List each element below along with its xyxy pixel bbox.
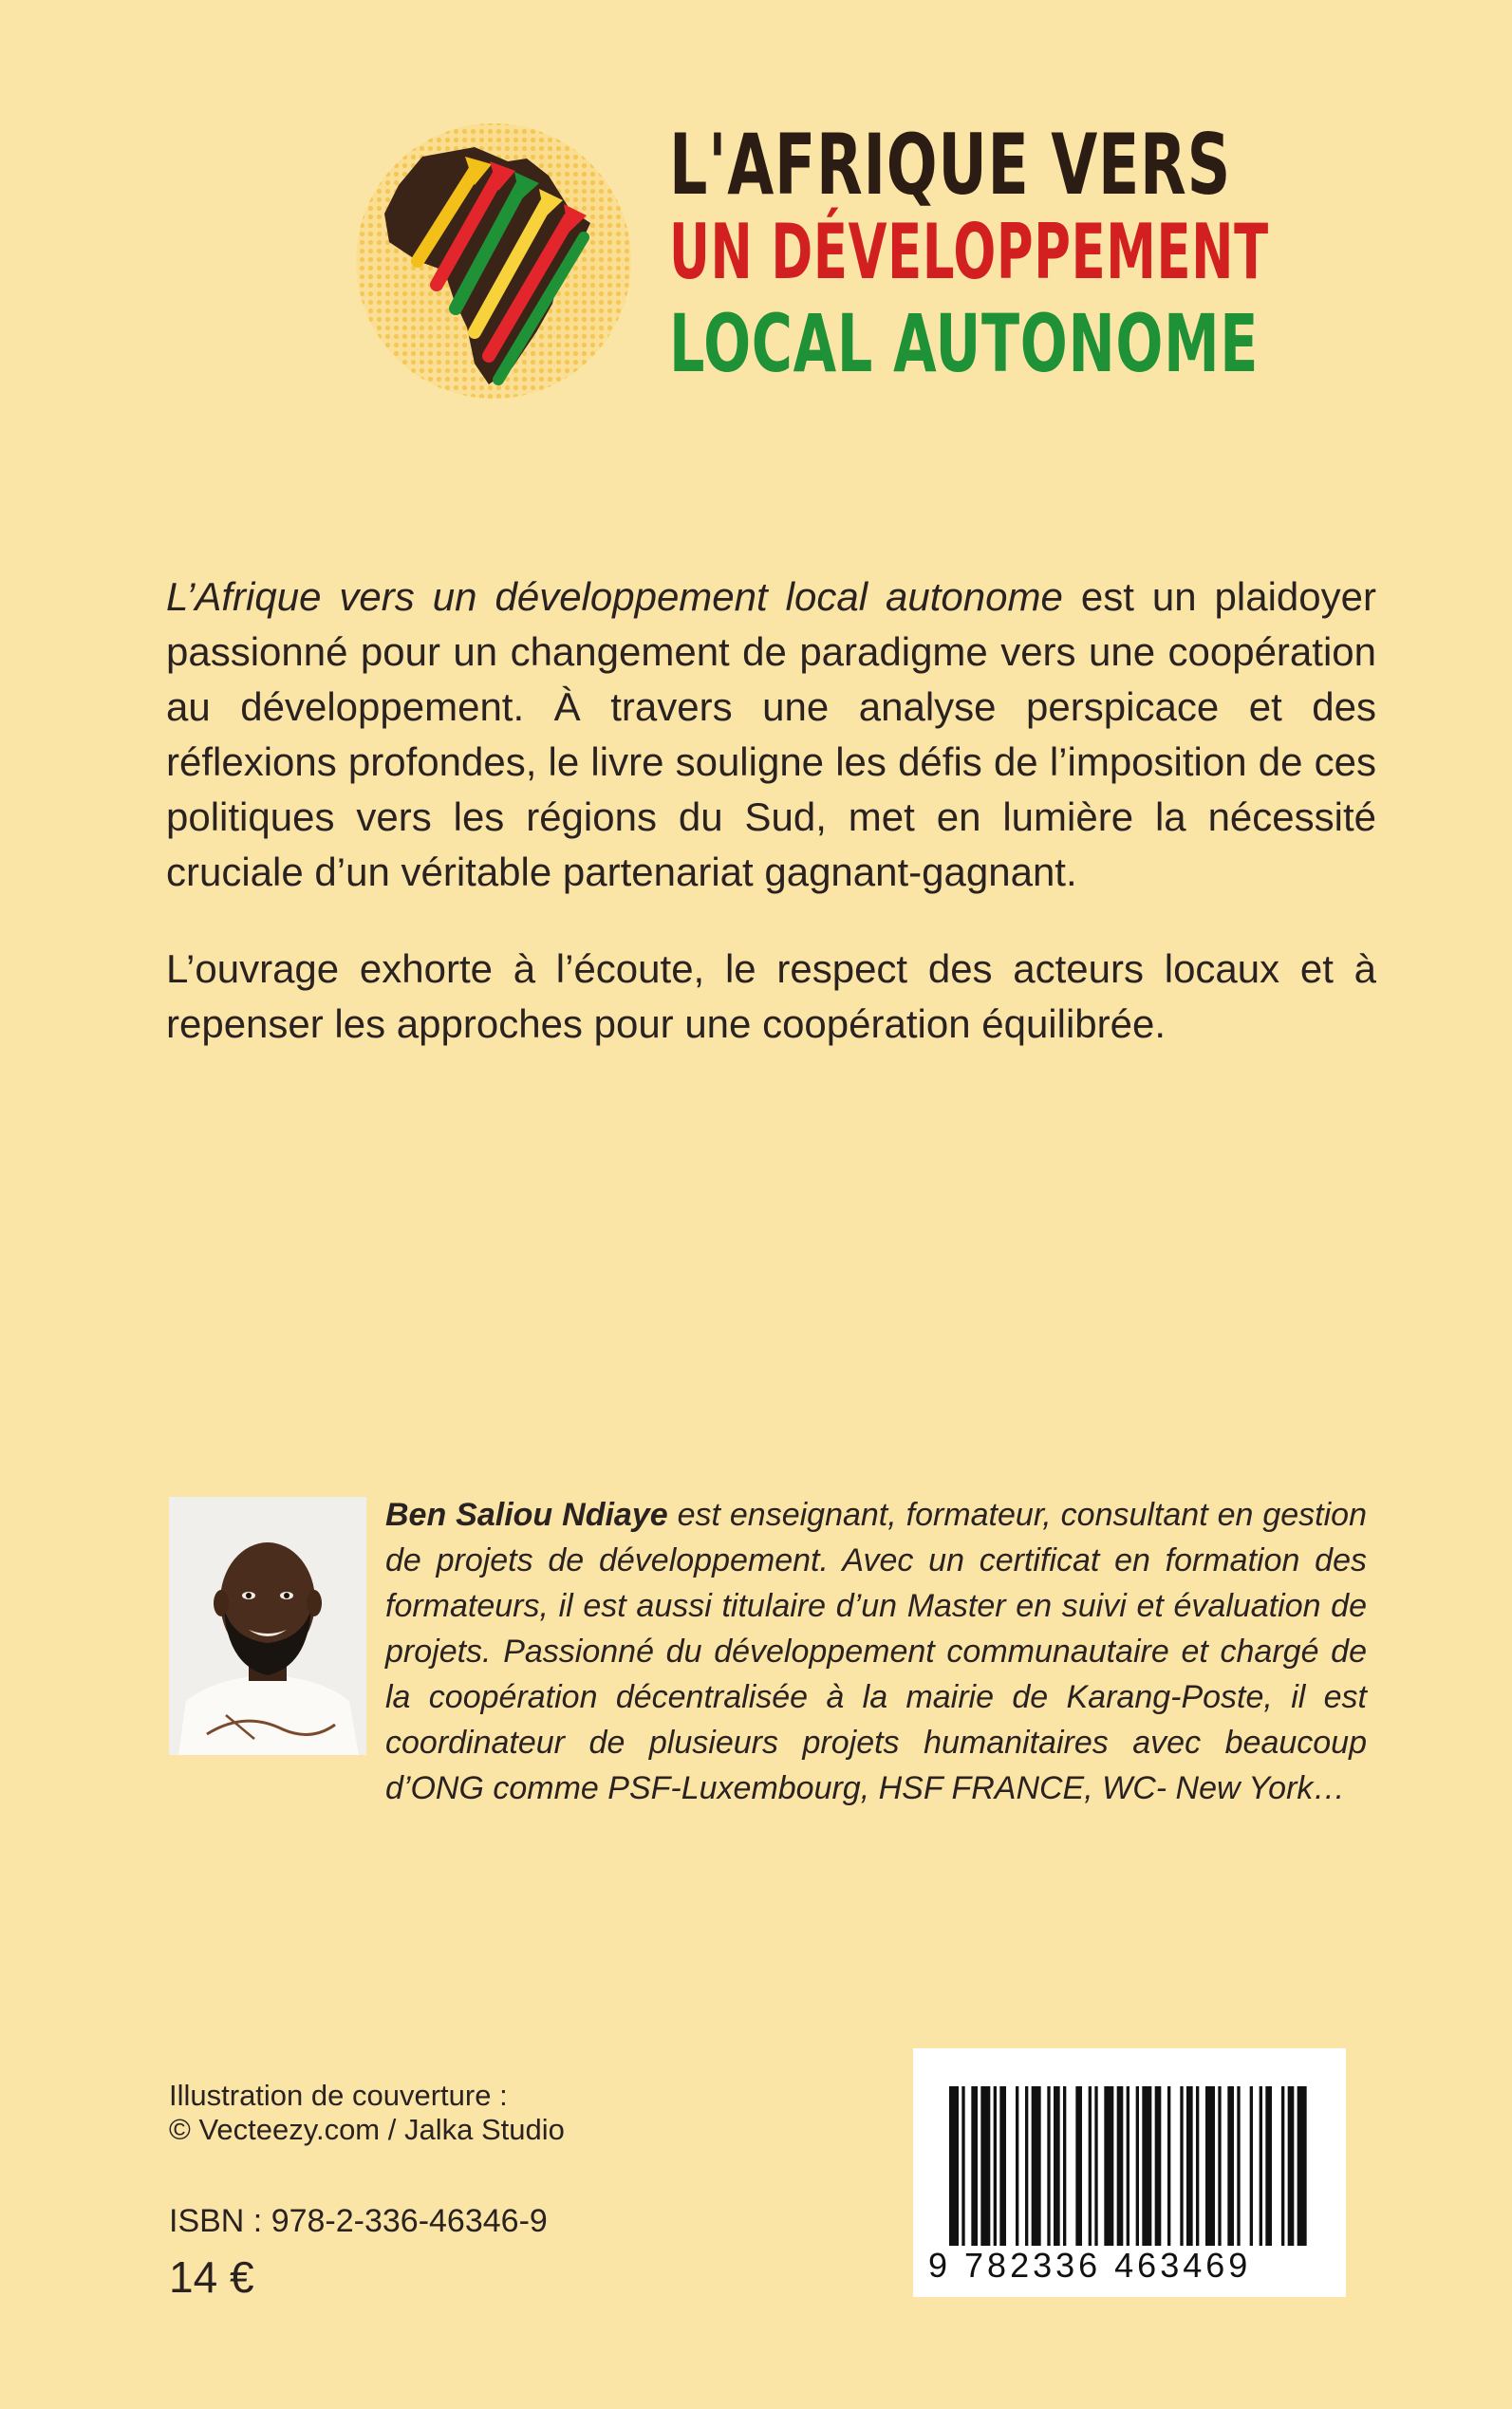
illustration-credit <box>169 2079 565 2147</box>
barcode-bar <box>949 2086 959 2246</box>
author-bio-text: est enseignant, formateur, consultant en gestion de projets de développement. Avec un certificat en formation des formateurs, il est aussi titulaire d’un Master en suivi et évaluation de projets. Passionné du développement communautaire et chargé de la coopération décentralisée à la mairie de Karang-Poste, il est coordinateur de plusieurs projets humanitaires avec beaucoup d’ONG comme PSF-Luxembourg, HSF FRANCE, WC- New York… <box>385 1497 1367 1806</box>
barcode-bar <box>994 2086 997 2246</box>
barcode-bar <box>1205 2086 1215 2246</box>
barcode-bar <box>1297 2086 1307 2246</box>
barcode-bar <box>971 2086 978 2246</box>
barcode-bar <box>1155 2086 1162 2246</box>
title-line-1: L'AFRIQUE VERS <box>669 116 1231 214</box>
blurb-paragraph-1-text: est un plaidoyer passionné pour un changement de paradigme vers une coopération au développement. À travers une analyse perspicace et des réflexions profondes, le livre souligne les défis de l’imposition de ces politiques vers les régions du Sud, met en lumière la nécessité cruciale d’un véritable partenariat gagnant-gagnant. <box>166 574 1376 894</box>
credit-line-1: Illustration de couverture : <box>169 2079 508 2112</box>
barcode-bar <box>1025 2086 1028 2246</box>
barcode <box>913 2048 1346 2297</box>
price-text: 14 € <box>169 2252 254 2302</box>
barcode-bar <box>1047 2086 1050 2246</box>
barcode-bar <box>1180 2086 1183 2246</box>
barcode-bar <box>1063 2086 1066 2246</box>
barcode-bar <box>1136 2086 1139 2246</box>
barcode-bar <box>1237 2086 1240 2246</box>
title-line-3: LOCAL AUTONOME <box>669 297 1260 390</box>
blurb-title-italic: L’Afrique vers un développement local autonome <box>166 574 1063 619</box>
blurb-paragraph-1 <box>166 570 1376 900</box>
barcode-bar <box>1117 2086 1124 2246</box>
barcode-bar <box>1094 2086 1097 2246</box>
barcode-bar <box>1227 2086 1234 2246</box>
title-line-2: UN DÉVELOPPEMENT <box>669 208 1269 296</box>
author-name: Ben Saliou Ndiaye <box>385 1497 668 1533</box>
barcode-bar <box>961 2086 964 2246</box>
blurb-paragraph-2: L’ouvrage exhorte à l’écoute, le respect des acteurs locaux et à repenser les approches pour une coopération équilibrée. <box>166 946 1376 1046</box>
barcode-bar <box>1016 2086 1018 2246</box>
barcode-bar <box>1196 2086 1199 2246</box>
book-title <box>669 116 1269 390</box>
africa-growth-logo <box>332 119 645 413</box>
barcode-bar <box>1032 2086 1041 2246</box>
credit-line-2: © Vecteezy.com / Jalka Studio <box>169 2113 565 2146</box>
barcode-bar <box>1260 2086 1262 2246</box>
photo-spacer <box>169 1492 385 1767</box>
barcode-bar <box>1218 2086 1221 2246</box>
barcode-bar <box>1054 2086 1060 2246</box>
author-bio <box>169 1492 1367 1811</box>
barcode-bar <box>1186 2086 1193 2246</box>
barcode-bar <box>1281 2086 1284 2246</box>
barcode-bar <box>1142 2086 1151 2246</box>
barcode-digits: 9 782336 463469 <box>928 2246 1252 2285</box>
barcode-bar <box>1089 2086 1092 2246</box>
barcode-bar <box>1104 2086 1113 2246</box>
barcode-bar <box>1167 2086 1170 2246</box>
barcode-bar <box>1250 2086 1253 2246</box>
barcode-bar <box>1127 2086 1129 2246</box>
barcode-bar <box>980 2086 990 2246</box>
barcode-bar <box>1075 2086 1082 2246</box>
isbn-text: ISBN : 978-2-336-46346-9 <box>169 2203 548 2239</box>
barcode-bar <box>1288 2086 1295 2246</box>
barcode-bar <box>1265 2086 1272 2246</box>
book-blurb <box>166 570 1376 1052</box>
barcode-bars <box>949 2086 1310 2246</box>
barcode-bar <box>999 2086 1006 2246</box>
